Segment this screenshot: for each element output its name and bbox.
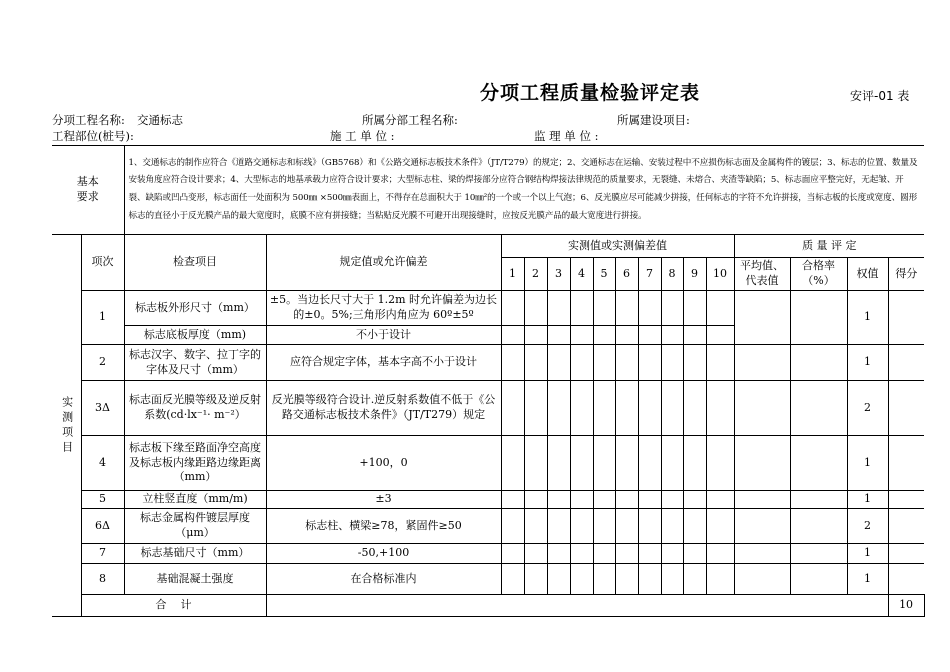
measure-col-10: 10	[706, 258, 734, 291]
row-2-score[interactable]	[888, 345, 924, 381]
supervisor-label: 监 理 单 位 :	[534, 129, 599, 143]
row-4-m6[interactable]	[615, 436, 638, 491]
parent-project-label: 所属分部工程名称:	[362, 113, 458, 127]
row-1-avg[interactable]	[734, 291, 790, 345]
row-1-m5[interactable]	[593, 291, 615, 326]
row-8-no: 8	[81, 564, 124, 595]
row-1-no: 1	[81, 291, 124, 345]
row-7-spec: -50,+100	[266, 544, 501, 564]
total-spacer	[266, 595, 888, 617]
measured-items-side-label: 实测项目	[52, 235, 81, 617]
row-7-m10[interactable]	[706, 544, 734, 564]
measure-col-9: 9	[683, 258, 706, 291]
row-2-m9[interactable]	[683, 345, 706, 381]
row-4-no: 4	[81, 436, 124, 491]
inspection-table	[52, 145, 924, 617]
row-1-m8[interactable]	[661, 291, 683, 326]
row-6-m1[interactable]	[501, 509, 524, 544]
row-5-m7[interactable]	[638, 491, 661, 509]
measure-col-5: 5	[593, 258, 615, 291]
row-2-m5[interactable]	[593, 345, 615, 381]
row-4-m4[interactable]	[570, 436, 593, 491]
row-3-no: 3Δ	[81, 381, 124, 436]
total-weight: 10	[888, 595, 924, 617]
row-1-spec: ±5。当边长尺寸大于 1.2m 时允许偏差为边长的±0。5%;三角形内角应为 60º±5º	[266, 291, 501, 326]
row-6-avg[interactable]	[734, 509, 790, 544]
measure-col-2: 2	[524, 258, 547, 291]
row-8-item: 基础混凝土强度	[124, 564, 266, 595]
row-3-spec: 反光膜等级符合设计.逆反射系数值不低于《公路交通标志板技术条件》（JT/T279）规定	[266, 381, 501, 436]
row-1b-m6[interactable]	[615, 326, 638, 345]
row-6-m5[interactable]	[593, 509, 615, 544]
col-header-eval-group: 质 量 评 定	[734, 235, 924, 258]
total-label: 合 计	[81, 595, 266, 617]
row-3-m3[interactable]	[547, 381, 570, 436]
row-5-m1[interactable]	[501, 491, 524, 509]
row-7-m7[interactable]	[638, 544, 661, 564]
row-5-m3[interactable]	[547, 491, 570, 509]
row-8-m4[interactable]	[570, 564, 593, 595]
row-1-m4[interactable]	[570, 291, 593, 326]
page-title: 分项工程质量检验评定表	[479, 82, 700, 104]
requirements-text: 1、交通标志的制作应符合《道路交通标志和标线》（GB5768）和《公路交通标志板技术条件》（JT/T279）的规定；2、交通标志在运输、安装过程中不应损伤标志面及金属构件的镀层；3、标志的位置、数量及安装角度应符合设计要求；4、大型标志的地基承载力应符合设计要求；大型标志柱、梁的焊接部分应符合钢结构焊接法律规范的质量要求，无裂缝、未熔合、夹渣等缺陷；5、标志面应平整完好，无起皱、开裂、缺陷或凹凸变形，标志面任一处面积为 500㎜ ×500㎜表面上，不得存在总面积大于 10㎜²的一个或一个以上气泡；6、反光膜应尽可能减少拼接，任何标志的字符不允许拼接，当标志板的长度或宽度、圆形标志的直径小于反光膜产品的最大宽度时，底膜不应有拼接缝；当粘贴反光膜不可避开出现接缝时，应按反光膜产品的最大宽度进行拼接。	[124, 146, 924, 235]
row-6-m4[interactable]	[570, 509, 593, 544]
row-7-m9[interactable]	[683, 544, 706, 564]
row-1b-m4[interactable]	[570, 326, 593, 345]
row-5-item: 立柱竖直度（mm/m)	[124, 491, 266, 509]
row-8-pass-rate[interactable]	[790, 564, 847, 595]
row-3-m9[interactable]	[683, 381, 706, 436]
row-5-m10[interactable]	[706, 491, 734, 509]
row-5-m6[interactable]	[615, 491, 638, 509]
row-6-m7[interactable]	[638, 509, 661, 544]
row-1-pass-rate[interactable]	[790, 291, 847, 345]
row-7-m3[interactable]	[547, 544, 570, 564]
row-7-weight: 1	[847, 544, 888, 564]
row-4-m1[interactable]	[501, 436, 524, 491]
row-5-score[interactable]	[888, 491, 924, 509]
row-7-score[interactable]	[888, 544, 924, 564]
row-2-m3[interactable]	[547, 345, 570, 381]
row-5-m9[interactable]	[683, 491, 706, 509]
row-1b-item: 标志底板厚度（mm)	[124, 326, 266, 345]
subitem-name-label: 分项工程名称:	[52, 113, 125, 127]
row-1b-m5[interactable]	[593, 326, 615, 345]
row-8-weight: 1	[847, 564, 888, 595]
col-header-spec: 规定值或允许偏差	[266, 235, 501, 291]
row-8-m8[interactable]	[661, 564, 683, 595]
row-8-m6[interactable]	[615, 564, 638, 595]
subitem-name-value: 交通标志	[137, 113, 183, 127]
row-7-m4[interactable]	[570, 544, 593, 564]
row-3-m5[interactable]	[593, 381, 615, 436]
row-4-m2[interactable]	[524, 436, 547, 491]
row-1-m6[interactable]	[615, 291, 638, 326]
row-1-m3[interactable]	[547, 291, 570, 326]
row-3-pass-rate[interactable]	[790, 381, 847, 436]
col-header-score: 得分	[888, 258, 924, 291]
contractor-label: 施 工 单 位 :	[330, 129, 395, 143]
row-8-m5[interactable]	[593, 564, 615, 595]
row-6-pass-rate[interactable]	[790, 509, 847, 544]
row-4-item: 标志板下缘至路面净空高度及标志板内缘距路边缘距离（mm）	[124, 436, 266, 491]
row-5-avg[interactable]	[734, 491, 790, 509]
row-6-spec: 标志柱、横梁≥78，紧固件≥50	[266, 509, 501, 544]
row-5-m2[interactable]	[524, 491, 547, 509]
row-6-weight: 2	[847, 509, 888, 544]
measure-col-4: 4	[570, 258, 593, 291]
row-1b-spec: 不小于设计	[266, 326, 501, 345]
row-5-weight: 1	[847, 491, 888, 509]
form-id: 安评-01 表	[850, 89, 910, 103]
col-header-measured-group: 实测值或实测偏差值	[501, 235, 734, 258]
row-3-item: 标志面反光膜等级及逆反射系数(cd·lx⁻¹· m⁻²）	[124, 381, 266, 436]
row-4-m5[interactable]	[593, 436, 615, 491]
measure-col-7: 7	[638, 258, 661, 291]
row-2-m1[interactable]	[501, 345, 524, 381]
row-3-m10[interactable]	[706, 381, 734, 436]
row-3-avg[interactable]	[734, 381, 790, 436]
row-5-no: 5	[81, 491, 124, 509]
row-2-no: 2	[81, 345, 124, 381]
row-7-m8[interactable]	[661, 544, 683, 564]
row-8-spec: 在合格标准内	[266, 564, 501, 595]
measure-col-3: 3	[547, 258, 570, 291]
location-label: 工程部位(桩号):	[52, 129, 134, 143]
row-1b-m10[interactable]	[706, 326, 734, 345]
row-8-m7[interactable]	[638, 564, 661, 595]
col-header-avg: 平均值、代表值	[734, 258, 790, 291]
row-1-m1[interactable]	[501, 291, 524, 326]
col-header-item-no: 项次	[81, 235, 124, 291]
measure-col-6: 6	[615, 258, 638, 291]
row-4-m9[interactable]	[683, 436, 706, 491]
row-3-weight: 2	[847, 381, 888, 436]
row-3-m6[interactable]	[615, 381, 638, 436]
row-6-score[interactable]	[888, 509, 924, 544]
row-2-m8[interactable]	[661, 345, 683, 381]
row-4-avg[interactable]	[734, 436, 790, 491]
row-4-m3[interactable]	[547, 436, 570, 491]
row-5-m5[interactable]	[593, 491, 615, 509]
row-2-avg[interactable]	[734, 345, 790, 381]
row-4-weight: 1	[847, 436, 888, 491]
row-8-m1[interactable]	[501, 564, 524, 595]
row-5-pass-rate[interactable]	[790, 491, 847, 509]
row-2-m4[interactable]	[570, 345, 593, 381]
row-6-m9[interactable]	[683, 509, 706, 544]
row-3-m2[interactable]	[524, 381, 547, 436]
row-4-spec: +100，0	[266, 436, 501, 491]
row-4-m8[interactable]	[661, 436, 683, 491]
row-2-item: 标志汉字、数字、拉丁字的字体及尺寸（mm）	[124, 345, 266, 381]
row-6-item: 标志金属构件镀层厚度（μm）	[124, 509, 266, 544]
row-3-m4[interactable]	[570, 381, 593, 436]
row-2-weight: 1	[847, 345, 888, 381]
row-6-no: 6Δ	[81, 509, 124, 544]
row-1-weight: 1	[847, 291, 888, 345]
row-7-m1[interactable]	[501, 544, 524, 564]
row-7-avg[interactable]	[734, 544, 790, 564]
row-4-pass-rate[interactable]	[790, 436, 847, 491]
row-3-m7[interactable]	[638, 381, 661, 436]
row-4-score[interactable]	[888, 436, 924, 491]
row-3-score[interactable]	[888, 381, 924, 436]
row-5-spec: ±3	[266, 491, 501, 509]
row-1b-m7[interactable]	[638, 326, 661, 345]
row-8-m10[interactable]	[706, 564, 734, 595]
row-3-m1[interactable]	[501, 381, 524, 436]
row-6-m10[interactable]	[706, 509, 734, 544]
row-7-m2[interactable]	[524, 544, 547, 564]
row-1-m10[interactable]	[706, 291, 734, 326]
col-header-weight: 权值	[847, 258, 888, 291]
row-7-m6[interactable]	[615, 544, 638, 564]
row-8-m3[interactable]	[547, 564, 570, 595]
requirements-label-text: 基本 要求	[76, 175, 99, 203]
row-1b-m3[interactable]	[547, 326, 570, 345]
row-3-m8[interactable]	[661, 381, 683, 436]
requirements-label	[52, 146, 124, 235]
row-1b-m8[interactable]	[661, 326, 683, 345]
row-6-m3[interactable]	[547, 509, 570, 544]
row-2-m10[interactable]	[706, 345, 734, 381]
row-2-m2[interactable]	[524, 345, 547, 381]
row-7-m5[interactable]	[593, 544, 615, 564]
row-2-m7[interactable]	[638, 345, 661, 381]
row-1b-m1[interactable]	[501, 326, 524, 345]
row-8-m9[interactable]	[683, 564, 706, 595]
construction-project-label: 所属建设项目:	[617, 113, 690, 127]
col-header-pass-rate: 合格率（%）	[790, 258, 847, 291]
row-8-avg[interactable]	[734, 564, 790, 595]
row-1-m7[interactable]	[638, 291, 661, 326]
row-1-m2[interactable]	[524, 291, 547, 326]
row-4-m7[interactable]	[638, 436, 661, 491]
row-1-m9[interactable]	[683, 291, 706, 326]
row-6-m8[interactable]	[661, 509, 683, 544]
row-8-m2[interactable]	[524, 564, 547, 595]
row-5-m8[interactable]	[661, 491, 683, 509]
row-8-score[interactable]	[888, 564, 924, 595]
row-5-m4[interactable]	[570, 491, 593, 509]
row-1-score[interactable]	[888, 291, 924, 345]
row-6-m2[interactable]	[524, 509, 547, 544]
row-7-pass-rate[interactable]	[790, 544, 847, 564]
row-7-no: 7	[81, 544, 124, 564]
measure-col-1: 1	[501, 258, 524, 291]
row-1-item: 标志板外形尺寸（mm）	[124, 291, 266, 326]
row-2-pass-rate[interactable]	[790, 345, 847, 381]
row-2-spec: 应符合规定字体，基本字高不小于设计	[266, 345, 501, 381]
row-2-m6[interactable]	[615, 345, 638, 381]
measure-col-8: 8	[661, 258, 683, 291]
row-6-m6[interactable]	[615, 509, 638, 544]
row-7-item: 标志基础尺寸（mm）	[124, 544, 266, 564]
row-4-m10[interactable]	[706, 436, 734, 491]
row-1b-m9[interactable]	[683, 326, 706, 345]
col-header-check-item: 检查项目	[124, 235, 266, 291]
row-1b-m2[interactable]	[524, 326, 547, 345]
